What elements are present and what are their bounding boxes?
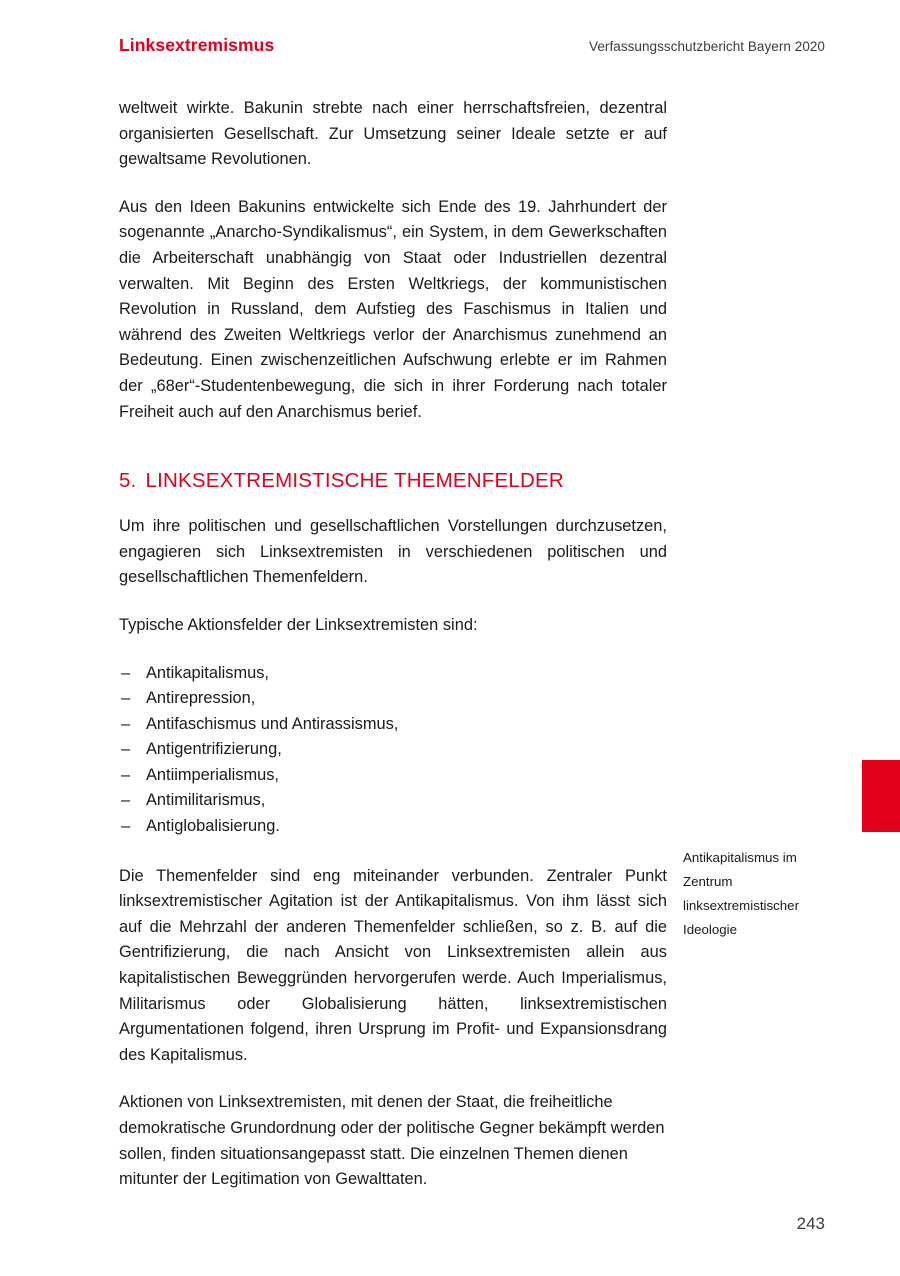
list-item [119,763,667,789]
page-number: 243 [796,1214,825,1233]
list-item-label: Antiglobalisierung. [146,817,280,836]
list-item-label: Antikapitalismus, [146,663,269,682]
list-item-label: Antirepression, [146,689,256,708]
list-item-label: Antimilitarismus, [146,791,266,810]
list-dash: – [121,689,131,708]
list-item-label: Antigentrifizierung, [146,740,282,759]
list-dash: – [121,740,131,759]
section-number: 5. [119,469,137,493]
list-item [119,788,667,814]
header-report-title: Verfassungsschutzbericht Bayern 2020 [589,39,825,54]
header-chapter-title: Linksextremismus [119,35,275,55]
list-item-label: Antiimperialismus, [146,765,279,784]
margin-note: Antikapitalismus im Zentrum linksextremistischer Ideologie [683,850,800,937]
list-dash: – [121,663,131,682]
paragraph-5: Die Themenfelder sind eng miteinander verbunden. Zentraler Punkt linksextremistischer Agitation ist der Antikapitalismus. Von ihm lässt sich auf die Mehrzahl der anderen Themenfelder schließen, so z. B. auf die Gentrifizierung, die nach Ansicht von Linksextremisten allein aus kapitalistischen Beweggründen hervorgerufen werde. Auch Imperialismus, Militarismus oder Globalisierung hätten, linksextremistischen Argumentationen folgend, ihren Ursprung im Profit- und Expansionsdrang des Kapitalismus. [119,866,667,1064]
section-title: LINKSEXTREMISTISCHE THEMENFELDER [145,469,564,493]
list-dash: – [121,817,131,836]
list-dash: – [121,791,131,810]
paragraph-2: Aus den Ideen Bakunins entwickelte sich Ende des 19. Jahrhundert der sogenannte „Anarcho-Syndikalismus“, ein System, in dem Gewerkschaften die Arbeiterschaft unabhängig von Staat oder Industriellen dezentral verwalten. Mit Beginn des Ersten Weltkriegs, der kommunistischen Revolution in Russland, dem Aufstieg des Faschismus in Italien und während des Zweiten Weltkriegs verlor der Anarchismus zunehmend an Bedeutung. Einen zwischenzeitlichen Aufschwung erlebte er im Rahmen der „68er“-Studentenbewegung, die sich in ihrer Forderung nach totaler Freiheit auch auf den Anarchismus berief. [119,197,667,421]
page-header [119,35,825,56]
list-item-label: Antifaschismus und Antirassismus, [146,714,399,733]
list-dash: – [121,765,131,784]
list-item [119,686,667,712]
section-heading [119,469,667,493]
list-item [119,814,667,840]
list-item [119,712,667,738]
paragraph-3: Um ihre politischen und gesellschaftlichen Vorstellungen durchzusetzen, engagieren sich Linksextremisten in verschiedenen politischen und gesellschaftlichen Themenfeldern. [119,517,667,587]
list-item [119,661,667,687]
list-item [119,737,667,763]
paragraph-1: weltweit wirkte. Bakunin strebte nach einer herrschaftsfreien, dezentral organisierten Gesellschaft. Zur Umsetzung seiner Ideale setzte er auf gewaltsame Revolutionen. [119,99,667,169]
paragraph-4: Typische Aktionsfelder der Linksextremisten sind: [119,615,478,634]
list-dash: – [121,714,131,733]
chapter-tab-marker [862,760,900,832]
paragraph-6: Aktionen von Linksextremisten, mit denen der Staat, die freiheitliche demokratische Grundordnung oder der politische Gegner bekämpft werden sollen, finden situationsangepasst statt. Die einzelnen Themen dienen mitunter der Legitimation von Gewalttaten. [119,1093,665,1189]
main-text-column [119,96,667,1193]
action-fields-list [119,661,667,840]
